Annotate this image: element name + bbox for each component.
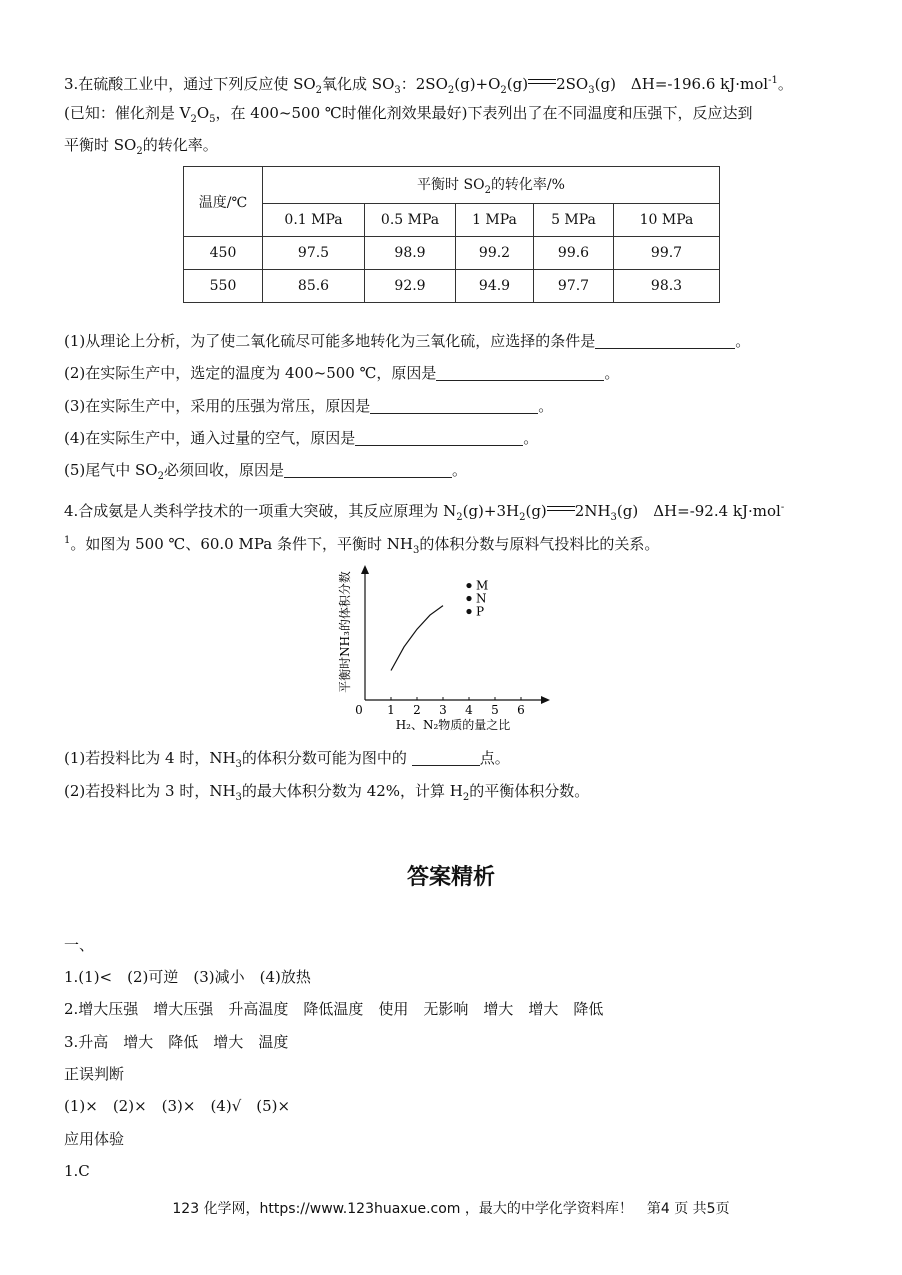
answer-blank[interactable]: [284, 461, 452, 478]
q3-sub5: (5)尾气中 $SO_2$必须回收，原因是 。: [64, 461, 467, 482]
answer-3: 3.升高 增大 降低 增大 温度: [64, 1033, 289, 1051]
data-curve: [391, 606, 443, 671]
x-axis-label: H₂、N₂物质的量之比: [395, 718, 511, 732]
table-row: 550 85.6 92.9 94.9 97.7 98.3: [184, 270, 720, 303]
point-label: M: [476, 578, 489, 593]
q3-line2: (已知：催化剂是 $V_2O_5$，在 400~500 ℃时催化剂效果最好)下表列出了在不同温度和压强下，反应达到: [64, 104, 753, 125]
pressure-header: 10 MPa: [614, 204, 720, 237]
pressure-header: 5 MPa: [534, 204, 614, 237]
equilibrium-arrow-icon: [528, 77, 556, 87]
x-tick-label: 0: [355, 703, 363, 717]
x-tick-label: 2: [413, 703, 421, 717]
answer-2: 2.增大压强 增大压强 升高温度 降低温度 使用 无影响 增大 增大 降低: [64, 1000, 604, 1018]
nh3-chart: [335, 562, 565, 742]
apply-title: 应用体验: [64, 1130, 125, 1148]
pressure-header: 1 MPa: [456, 204, 534, 237]
apply-answer-1: 1.C: [64, 1162, 90, 1180]
answer-blank[interactable]: [436, 364, 604, 381]
point-p: [466, 609, 471, 614]
q3-line1: 3.在硫酸工业中，通过下列反应使 $SO_2$氧化成 $SO_3$：$2SO_2(g)+O_2(g)$ $2SO_3(g)$ ΔH=-196.6 kJ·mol$^{-1}$。: [64, 75, 793, 96]
group-header-cell: 平衡时 $SO_2$的转化率/%: [263, 167, 720, 204]
x-tick-label: 5: [491, 703, 499, 717]
judge-title: 正误判断: [64, 1065, 125, 1083]
q4-sub1: (1)若投料比为 4 时，$NH_3$的体积分数可能为图中的 点。: [64, 749, 510, 770]
answer-1: 1.(1)< (2)可逆 (3)减小 (4)放热: [64, 968, 311, 986]
q3-sub1: (1)从理论上分析，为了使二氧化硫尽可能多地转化为三氧化硫，应选择的条件是 。: [64, 332, 751, 350]
q3-sub4: (4)在实际生产中，通入过量的空气，原因是 。: [64, 429, 539, 447]
answers-title: 答案精析: [406, 864, 495, 890]
q4-sub2: (2)若投料比为 3 时，$NH_3$的最大体积分数为 42%，计算 $H_2$的平衡体积分数。: [64, 782, 590, 803]
equilibrium-arrow-icon: [547, 504, 575, 514]
y-axis-label: 平衡时NH₃的体积分数: [338, 571, 352, 693]
x-axis-arrow-icon: [541, 696, 550, 704]
x-tick-label: 6: [517, 703, 525, 717]
judge-answers: (1)× (2)× (3)× (4)√ (5)×: [64, 1097, 291, 1115]
y-axis-arrow-icon: [361, 565, 369, 574]
x-tick-label: 4: [465, 703, 473, 717]
point-n: [466, 596, 471, 601]
answer-blank[interactable]: [370, 397, 538, 414]
q3-sub3: (3)在实际生产中，采用的压强为常压，原因是 。: [64, 397, 554, 415]
answers-section: 一、: [64, 936, 95, 954]
answer-blank[interactable]: [412, 749, 480, 766]
x-tick-label: 1: [387, 703, 395, 717]
point-m: [466, 583, 471, 588]
pressure-header: 0.5 MPa: [365, 204, 456, 237]
conversion-table: [183, 166, 720, 303]
point-label: P: [476, 604, 485, 619]
q4-line1: 4.合成氨是人类科学技术的一项重大突破，其反应原理为 $N_2(g)+3H_2(g)$ $2NH_3(g)$ ΔH=-92.4 kJ·mol-: [64, 502, 785, 523]
q3-sub2: (2)在实际生产中，选定的温度为 400~500 ℃，原因是 。: [64, 364, 620, 382]
x-tick-label: 3: [439, 703, 447, 717]
answer-blank[interactable]: [355, 429, 523, 446]
page-footer: 123 化学网，https://www.123huaxue.com ，最大的中学化学资料库！ 第4 页 共5页: [172, 1201, 730, 1217]
row-header-cell: 温度/℃: [184, 167, 263, 237]
q4-line2: $^1$。如图为 500 ℃、60.0 MPa 条件下，平衡时 $NH_3$的体积分数与原料气投料比的关系。: [64, 535, 660, 556]
pressure-header: 0.1 MPa: [263, 204, 365, 237]
q3-line3: 平衡时 $SO_2$的转化率。: [64, 136, 218, 157]
answer-blank[interactable]: [595, 332, 735, 349]
table-row: 450 97.5 98.9 99.2 99.6 99.7: [184, 237, 720, 270]
point-label: N: [476, 591, 487, 606]
